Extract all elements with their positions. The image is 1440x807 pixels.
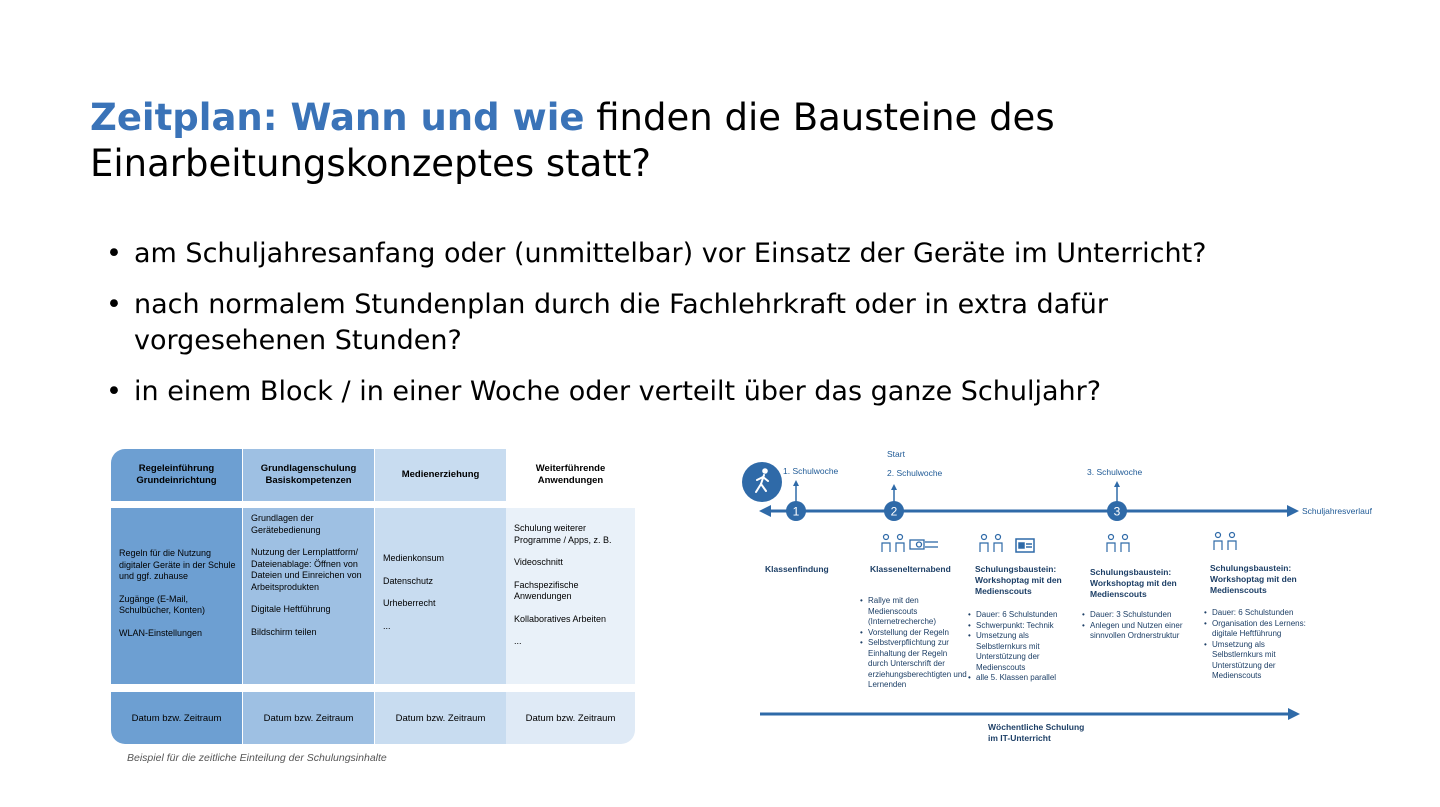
axis-label: Schuljahresverlauf xyxy=(1302,506,1372,516)
title-rest: finden die Bausteine des xyxy=(584,96,1055,139)
people-icon xyxy=(980,535,1002,553)
weekly-label-line1: Wöchentliche Schulung xyxy=(988,722,1085,732)
column-item: Kollaboratives Arbeiten xyxy=(514,613,607,624)
start-label: Start xyxy=(887,449,905,459)
column-item: Schulung weiterer Programme / Apps, z. B. xyxy=(514,523,612,545)
stage-item: • Umsetzung als Selbstlernkurs mit Unterstützung der Medienscouts xyxy=(968,631,1074,673)
title-line2: Einarbeitungskonzeptes statt? xyxy=(90,142,651,185)
stage-list xyxy=(968,610,1074,684)
stage-item: • Umsetzung als Selbstlernkurs mit Unterstützung der Medienscouts xyxy=(1204,640,1314,682)
weekly-label-line2: im IT-Unterricht xyxy=(988,733,1051,743)
stage-item: • Organisation des Lernens: digitale Heftführung xyxy=(1204,619,1314,640)
weekly-label xyxy=(988,722,1084,744)
stage-item: • Dauer: 6 Schulstunden xyxy=(968,610,1074,621)
column-item: Grundlagen der Gerätebedienung xyxy=(251,513,321,535)
week-label: 3. Schulwoche xyxy=(1087,467,1143,477)
column-item: Urheberrecht xyxy=(383,598,436,608)
stage-title: Schulungsbaustein: Workshoptag mit den Medienscouts xyxy=(1210,563,1297,595)
stage-item: • Dauer: 6 Schulstunden xyxy=(1204,608,1314,619)
column-header: Weiterführende Anwendungen xyxy=(506,449,635,501)
column-item: Digitale Heftführung xyxy=(251,604,331,614)
column-footer: Datum bzw. Zeitraum xyxy=(243,692,374,744)
schedule-table xyxy=(111,449,635,744)
week-label: 1. Schulwoche xyxy=(783,466,839,476)
title-highlight: Zeitplan: Wann und wie xyxy=(90,96,585,139)
stage-title: Schulungsbaustein: Workshoptag mit den Medienscouts xyxy=(975,564,1062,596)
bullet-list xyxy=(104,236,1354,425)
table-column xyxy=(375,449,506,744)
table-column xyxy=(243,449,374,744)
timeline-start-triangle xyxy=(759,505,771,517)
screen-icon xyxy=(1016,539,1034,552)
stage-title: Klassenfindung xyxy=(765,564,829,574)
column-footer: Datum bzw. Zeitraum xyxy=(506,692,635,744)
column-item: Fachspezifische Anwendungen xyxy=(514,579,579,601)
table-column xyxy=(111,449,242,744)
stage-item: • alle 5. Klassen parallel xyxy=(968,673,1074,684)
marker-label: 3 xyxy=(1113,504,1121,519)
timeline-axis-arrow xyxy=(1287,505,1299,517)
column-item: ... xyxy=(514,636,522,646)
stage-item: • Rallye mit den Medienscouts (Internetrecherche) xyxy=(860,596,968,628)
column-item: Medienkonsum xyxy=(383,553,445,563)
marker-label: 1 xyxy=(792,504,800,519)
people-icon xyxy=(1107,535,1129,553)
column-item: Regeln für die Nutzung digitaler Geräte in der Schule und ggf. zuhause xyxy=(119,548,236,581)
stage-list xyxy=(860,596,968,691)
week-label: 2. Schulwoche xyxy=(887,468,943,478)
stage-item: • Vorstellung der Regeln xyxy=(860,628,968,639)
column-item: WLAN-Einstellungen xyxy=(119,627,203,638)
stage-title: Schulungsbaustein: Workshoptag mit den Medienscouts xyxy=(1090,567,1177,599)
stage-list xyxy=(1204,608,1314,682)
bullet-item: • am Schuljahresanfang oder (unmittelbar) vor Einsatz der Geräte im Unterricht? xyxy=(104,236,1354,272)
column-header: Medienerziehung xyxy=(375,449,506,501)
column-header: Regeleinführung Grundeinrichtung xyxy=(111,449,242,501)
bullet-item: • nach normalem Stundenplan durch die Fachlehrkraft oder in extra dafür vorgesehenen Stunden? xyxy=(104,287,1134,359)
stage-list xyxy=(1082,610,1190,642)
column-item: Zugänge (E-Mail, Schulbücher, Konten) xyxy=(119,593,206,615)
bullet-item: • in einem Block / in einer Woche oder verteilt über das ganze Schuljahr? xyxy=(104,374,1354,410)
timeline-graphic xyxy=(735,445,1385,755)
table-column xyxy=(506,449,635,744)
people-icon xyxy=(882,535,904,553)
column-footer: Datum bzw. Zeitraum xyxy=(375,692,506,744)
column-body xyxy=(243,508,374,684)
column-footer: Datum bzw. Zeitraum xyxy=(111,692,242,744)
stage-item: • Dauer: 3 Schulstunden xyxy=(1082,610,1190,621)
marker-label: 2 xyxy=(890,504,898,519)
stage-item: • Selbstverpflichtung zur Einhaltung der Regeln durch Unterschrift der erziehungsberechtigten und Lernenden xyxy=(860,638,968,691)
stage-item: • Anlegen und Nutzen einer sinnvollen Ordnerstruktur xyxy=(1082,621,1190,642)
stage-item: • Schwerpunkt: Technik xyxy=(968,621,1074,632)
projector-icon xyxy=(910,540,938,549)
column-body xyxy=(111,508,242,684)
stage-title: Klassenelternabend xyxy=(870,564,951,574)
weekly-arrow-head xyxy=(1288,708,1300,720)
column-item: Nutzung der Lernplattform/ Dateienablage: Öffnen von Dateien und Einreichen von Arbeitsprodukten xyxy=(251,547,362,592)
column-item: Bildschirm teilen xyxy=(251,626,317,637)
column-body xyxy=(375,508,506,684)
column-header: Grundlagenschulung Basiskompetenzen xyxy=(243,449,374,501)
column-body xyxy=(506,508,635,684)
column-item: ... xyxy=(383,620,391,631)
slide-title xyxy=(90,95,1290,187)
table-caption: Beispiel für die zeitliche Einteilung der Schulungsinhalte xyxy=(127,752,387,764)
people-icon xyxy=(1214,533,1236,551)
column-item: Datenschutz xyxy=(383,575,434,586)
column-item: Videoschnitt xyxy=(514,557,563,567)
